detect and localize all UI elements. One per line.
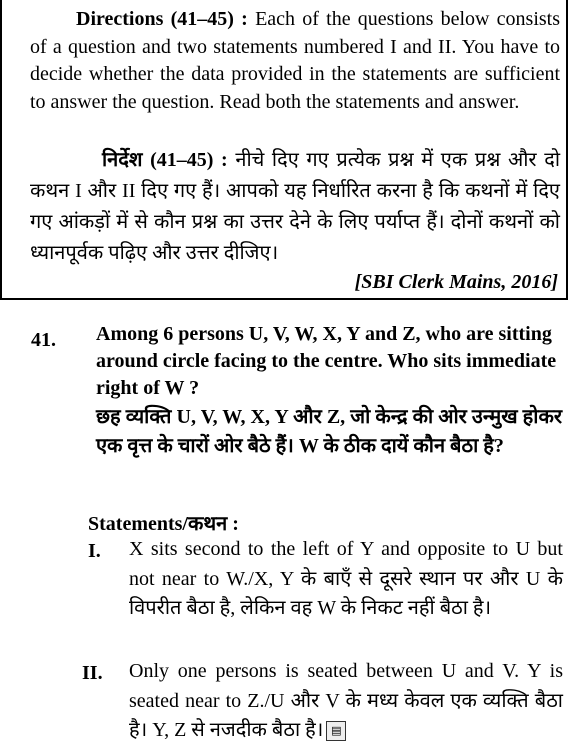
directions-heading-hindi: निर्देश (41–45) : xyxy=(102,149,228,171)
statement-number: II. xyxy=(82,662,103,684)
question-english: Among 6 persons U, V, W, X, Y and Z, who are sitting around circle facing to the centre. Who sits immediate right of W ? xyxy=(96,323,557,399)
statement-text xyxy=(129,657,563,746)
directions-english xyxy=(30,6,560,116)
directions-hindi-text: नीचे दिए गए प्रत्येक प्रश्न में एक प्रश्न और दो कथन I और II दिए गए हैं। आपको यह निर्धारित करना है कि कथनों में दिए गए आंकड़ों में से कौन प्रश्न का उत्तर देने के लिए पर्याप्त हैं। दोनों कथनों को ध्यानपूर्वक पढ़िए और उत्तर दीजिए। xyxy=(30,149,561,264)
question-number: 41. xyxy=(31,329,56,351)
clipboard-icon[interactable]: ▤ xyxy=(326,721,346,741)
statements-heading: Statements/कथन : xyxy=(88,513,239,535)
directions-english-text: Each of the questions below consists of a question and two statements numbered I and II. You have to decide whether the data provided in the statements are sufficient to answer the question. Read both the statements and answer. xyxy=(30,8,561,113)
directions-hindi xyxy=(30,145,560,269)
question-hindi: छह व्यक्ति U, V, W, X, Y और Z, जो केन्द्र की ओर उन्मुख होकर एक वृत्त के चारों ओर बैठे हैं। W के ठीक दायें कौन बैठा है? xyxy=(96,406,562,457)
source-citation: [SBI Clerk Mains, 2016] xyxy=(354,271,558,293)
statement-number: I. xyxy=(88,540,101,562)
statement-text: X sits second to the left of Y and opposite to U but not near to W./X, Y के बाएँ से दूसरे स्थान पर और U के विपरीत बैठा है, लेकिन वह W के निकट नहीं बैठा है। xyxy=(129,538,563,619)
directions-heading: Directions (41–45) : xyxy=(76,8,248,30)
statement-text-content: Only one persons is seated between U and V. Y is seated near to Z./U और V के मध्य केवल एक व्यक्ति बैठा है। Y, Z से नजदीक बैठा है। xyxy=(129,660,563,741)
